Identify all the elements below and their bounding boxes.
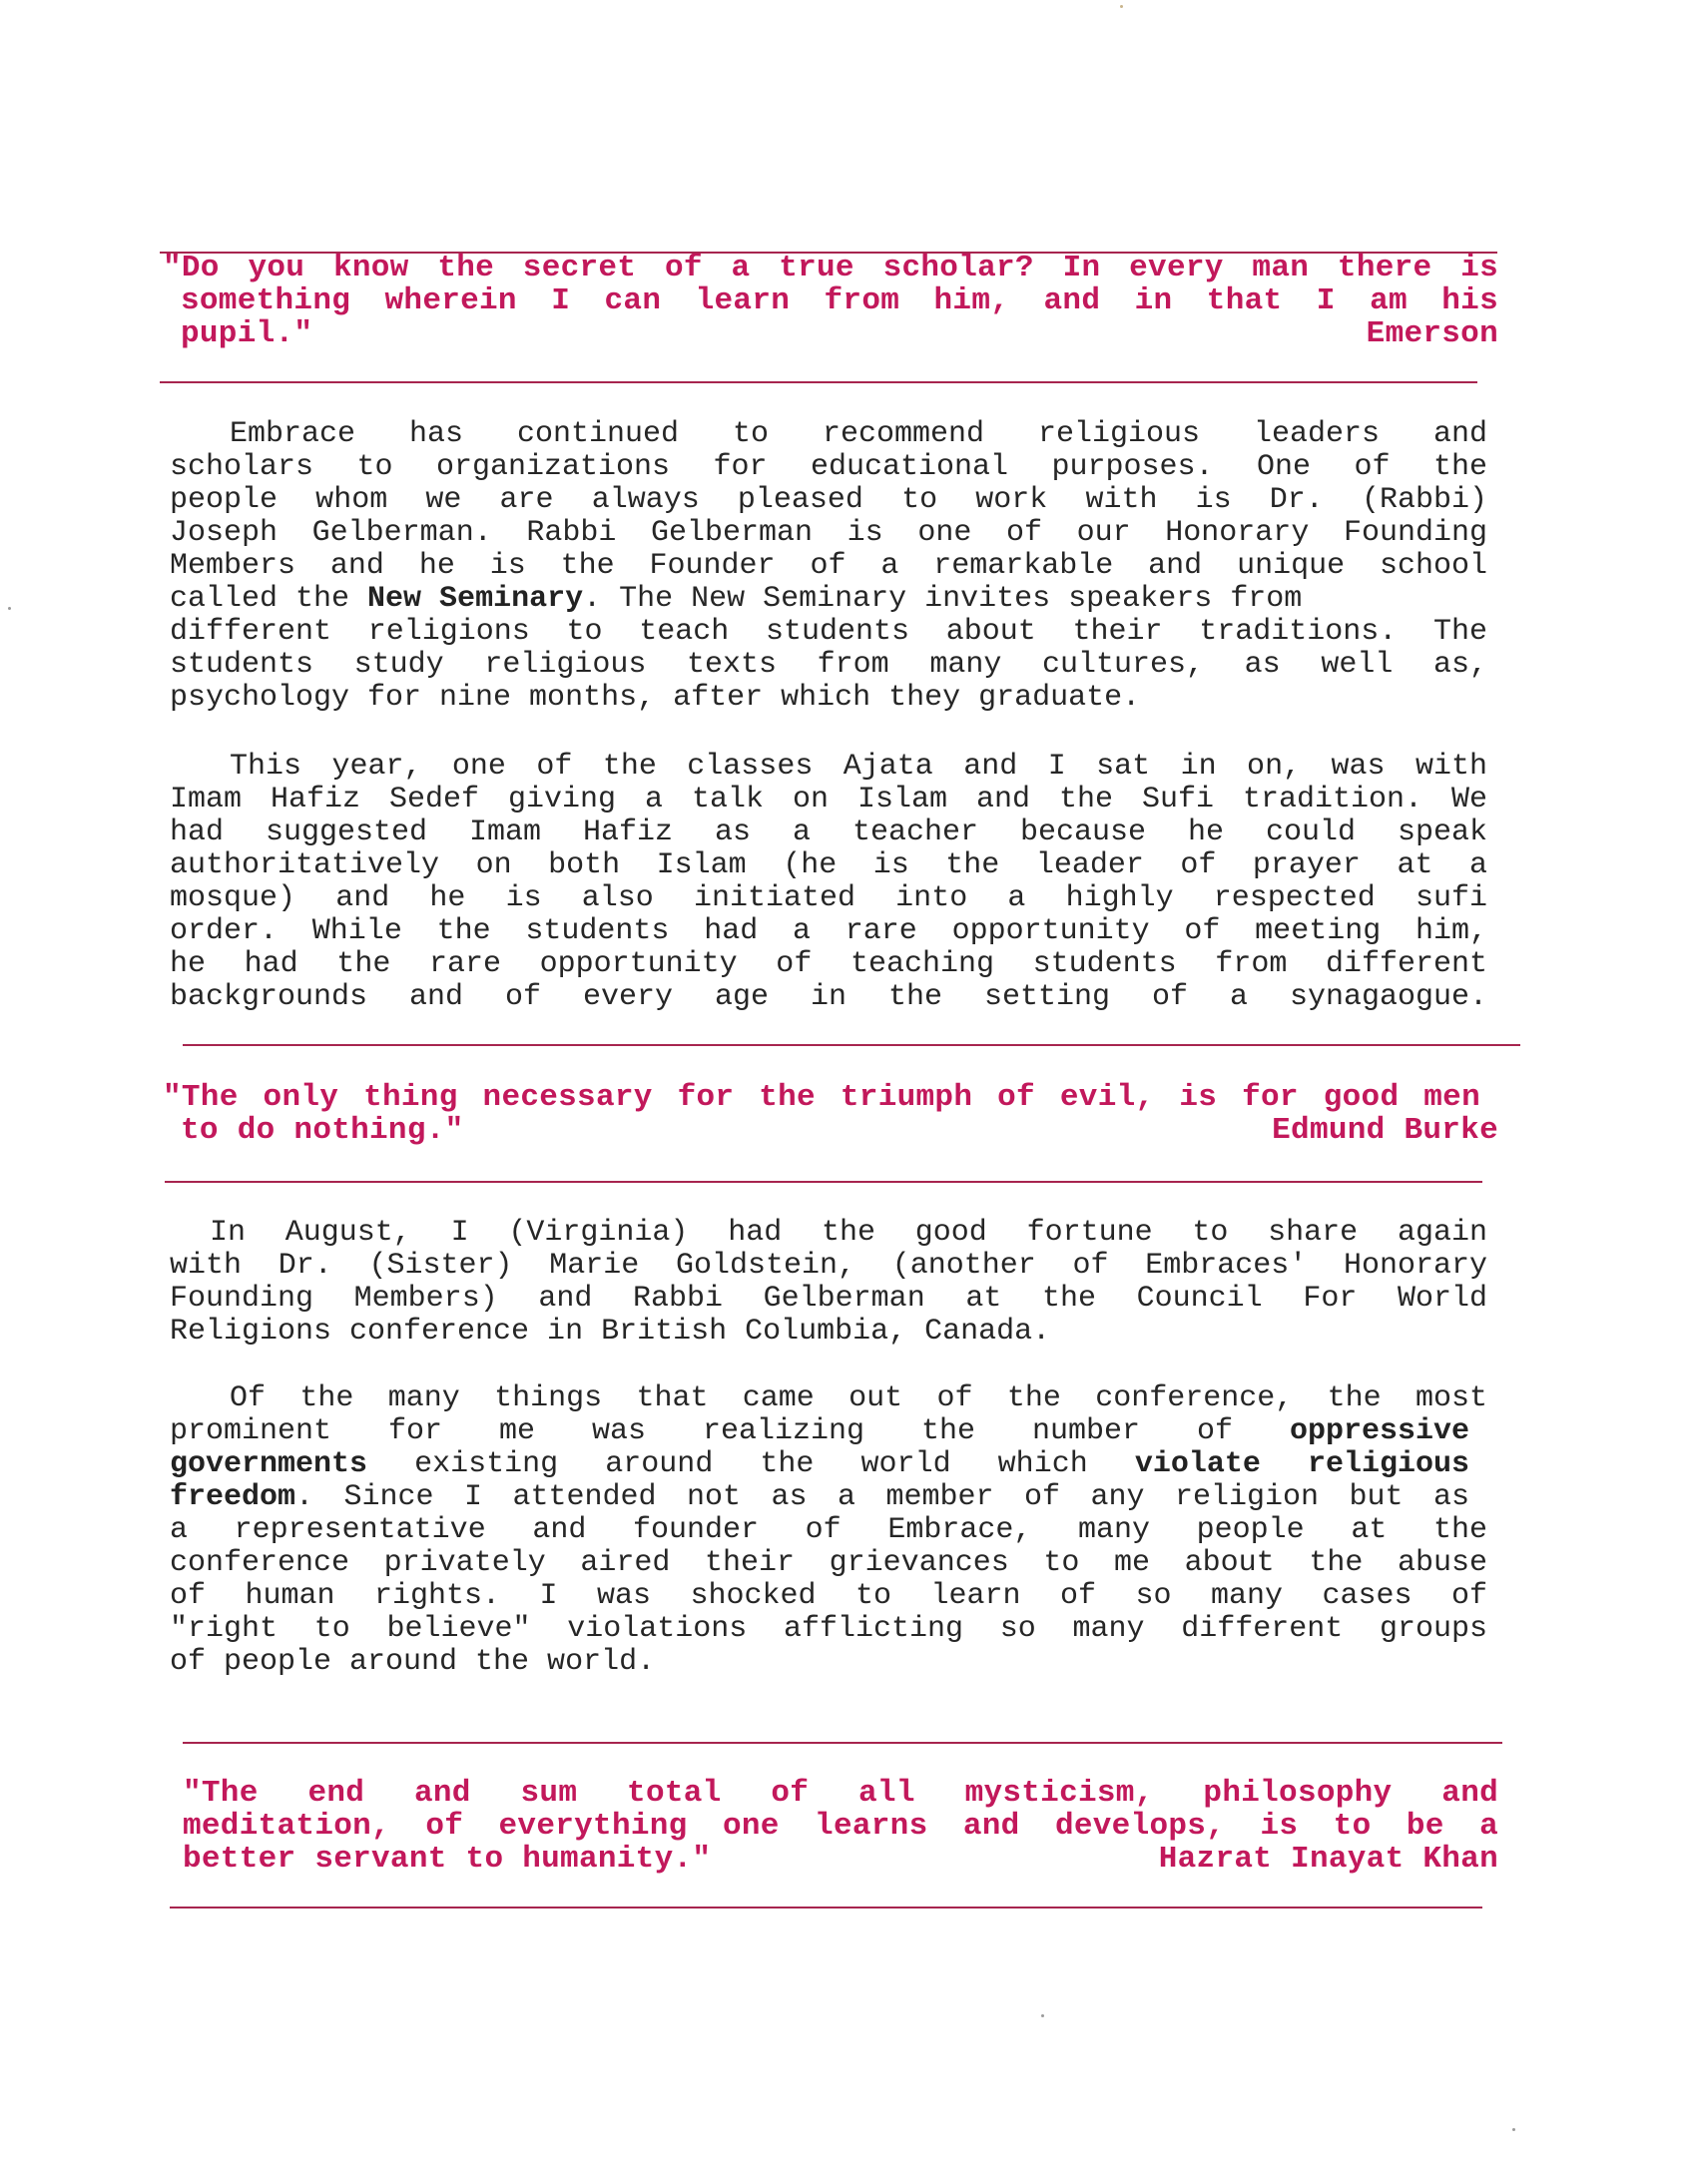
new-seminary-bold: New Seminary: [367, 582, 584, 616]
quote-line: "The only thing necessary for the triumph of evil, is for good men: [163, 1080, 1480, 1115]
paragraph-line: with Dr. (Sister) Marie Goldstein, (another of Embraces' Honorary: [170, 1249, 1487, 1283]
violate-religious-bold: violate religious: [1134, 1447, 1469, 1481]
quote-inayat-khan: [183, 1777, 1498, 1876]
paragraph-line: backgrounds and of every age in the setting of a synagaogue.: [170, 980, 1487, 1014]
paragraph-line: Imam Hafiz Sedef giving a talk on Islam and the Sufi tradition. We: [170, 783, 1487, 817]
scan-speck: [8, 607, 11, 610]
quote-burke: [163, 1081, 1498, 1147]
paragraph-line: psychology for nine months, after which they graduate.: [170, 681, 1141, 715]
paragraph-line: a representative and founder of Embrace, many people at the: [170, 1513, 1487, 1547]
paragraph-line: different religions to teach students about their traditions. The: [170, 615, 1487, 649]
paragraph-line: authoritatively on both Islam (he is the leader of prayer at a: [170, 848, 1487, 882]
paragraph-line: had suggested Imam Hafiz as a teacher because he could speak: [170, 816, 1487, 849]
quote-line: pupil.": [181, 316, 313, 351]
paragraph-line: he had the rare opportunity of teaching students from different: [170, 947, 1487, 981]
governments-bold: governments: [170, 1447, 368, 1481]
paragraph-religious-freedom: [170, 1382, 1487, 1679]
quote-author: Hazrat Inayat Khan: [1158, 1842, 1498, 1877]
paragraph-line: mosque) and he is also initiated into a highly respected sufi: [170, 881, 1487, 915]
paragraph-conference: [170, 1217, 1487, 1349]
scan-speck: [1120, 5, 1123, 8]
paragraph-line: Embrace has continued to recommend religious leaders and: [230, 417, 1487, 451]
quote-2-top-rule: [183, 1044, 1520, 1046]
quote-emerson: [163, 252, 1498, 350]
paragraph-line: freedom. Since I attended not as a member of any religion but as: [170, 1480, 1469, 1514]
quote-3-top-rule: [183, 1742, 1502, 1744]
quote-line: "Do you know the secret of a true scholar? In every man there is: [163, 251, 1498, 285]
quote-line: meditation, of everything one learns and develops, is to be a: [183, 1809, 1498, 1844]
scan-speck: [1512, 2128, 1515, 2131]
quote-author: Edmund Burke: [1272, 1113, 1498, 1148]
quote-1-bottom-rule: [160, 381, 1477, 383]
paragraph-line: Religions conference in British Columbia, Canada.: [170, 1315, 1051, 1349]
quote-line: better servant to humanity.": [183, 1842, 712, 1877]
freedom-bold: freedom: [170, 1480, 296, 1514]
quote-line: something wherein I can learn from him, and in that I am his: [181, 283, 1498, 318]
paragraph-line: students study religious texts from many cultures, as well as,: [170, 648, 1487, 682]
paragraph-line: order. While the students had a rare opportunity of meeting him,: [170, 914, 1487, 948]
paragraph-line: scholars to organizations for educational purposes. One of the: [170, 450, 1487, 484]
paragraph-line: people whom we are always pleased to work with is Dr. (Rabbi): [170, 483, 1487, 517]
paragraph-line: called the New Seminary. The New Seminary invites speakers from: [170, 582, 1303, 616]
paragraph-line: of human rights. I was shocked to learn of so many cases of: [170, 1579, 1487, 1613]
paragraph-line: conference privately aired their grievances to me about the abuse: [170, 1546, 1487, 1580]
paragraph-line: prominent for me was realizing the number of oppressive: [170, 1414, 1469, 1448]
quote-2-bottom-rule: [165, 1181, 1482, 1183]
quote-3-bottom-rule: [170, 1907, 1482, 1909]
quote-line: "The end and sum total of all mysticism, philosophy and: [183, 1776, 1498, 1811]
oppressive-bold: oppressive: [1289, 1414, 1469, 1448]
quote-author: Emerson: [1366, 316, 1498, 351]
paragraph-line: In August, I (Virginia) had the good fortune to share again: [210, 1216, 1487, 1250]
paragraph-line: "right to believe" violations afflicting so many different groups: [170, 1612, 1487, 1646]
scan-speck: [1041, 2014, 1044, 2017]
paragraph-line: Members and he is the Founder of a remarkable and unique school: [170, 549, 1487, 583]
paragraph-new-seminary: [170, 418, 1487, 715]
paragraph-line: This year, one of the classes Ajata and I sat in on, was with: [230, 750, 1487, 784]
paragraph-line: Joseph Gelberman. Rabbi Gelberman is one of our Honorary Founding: [170, 516, 1487, 550]
paragraph-line: Of the many things that came out of the conference, the most: [230, 1381, 1487, 1415]
quote-line: to do nothing.": [181, 1113, 464, 1148]
paragraph-imam-hafiz: [170, 751, 1487, 1014]
paragraph-line: governments existing around the world which violate religious: [170, 1447, 1469, 1481]
paragraph-line: Founding Members) and Rabbi Gelberman at the Council For World: [170, 1282, 1487, 1316]
paragraph-line: of people around the world.: [170, 1645, 656, 1679]
